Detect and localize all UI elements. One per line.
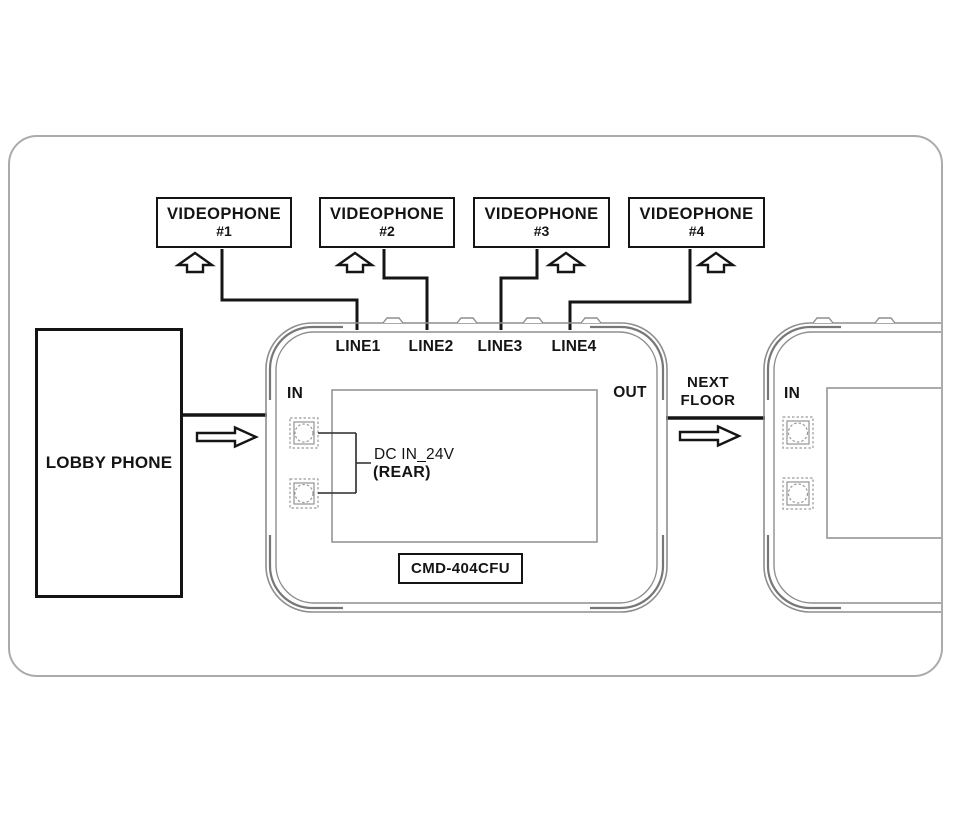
next-unit-in-connector-2: [783, 478, 813, 509]
line4-label: LINE4: [551, 338, 597, 355]
up-arrow-icon-2: [338, 253, 372, 272]
main-unit-in-label: IN: [287, 385, 304, 402]
next-unit-in-label: IN: [784, 385, 801, 402]
line1-label: LINE1: [335, 338, 381, 355]
model-plate: [398, 553, 523, 584]
videophone-3-title: VIDEOPHONE: [484, 205, 599, 224]
line3-label: LINE3: [477, 338, 523, 355]
model-label: CMD-404CFU: [410, 560, 510, 577]
videophone-2-box: [319, 197, 455, 248]
videophone-2-title: VIDEOPHONE: [329, 205, 445, 224]
videophone-4-number: #4: [688, 222, 705, 239]
videophone-4-box: [628, 197, 765, 248]
lobby-phone-label: LOBBY PHONE: [45, 453, 173, 472]
in-connector-1: [290, 418, 318, 448]
videophone-3-box: [473, 197, 610, 248]
videophone-1-number: #1: [216, 222, 232, 239]
up-arrow-icon-3: [549, 253, 583, 272]
next-unit: [764, 318, 960, 612]
next-unit-in-connector-1: [783, 417, 813, 448]
rear-label: (REAR): [373, 464, 431, 481]
videophone-1-box: [156, 197, 292, 248]
up-arrow-icon-4: [699, 253, 733, 272]
line2-label: LINE2: [408, 338, 454, 355]
main-unit-out-label: OUT: [613, 384, 647, 401]
next-floor-line1: NEXT: [686, 374, 729, 391]
videophone-1-title: VIDEOPHONE: [166, 205, 282, 224]
videophone-2-number: #2: [379, 222, 395, 239]
videophone-4-title: VIDEOPHONE: [639, 205, 754, 224]
dc-in-label: DC IN_24V: [374, 446, 455, 463]
up-arrow-icon-1: [178, 253, 212, 272]
videophone-3-number: #3: [533, 222, 550, 239]
wire-videophone-1: [222, 249, 357, 330]
main-unit-panel: [332, 390, 597, 542]
next-floor-line2: FLOOR: [680, 391, 736, 409]
dc-bracket-line: [318, 433, 371, 493]
right-arrow-icon-next-floor: [680, 427, 739, 446]
lobby-phone-box: [35, 328, 183, 598]
next-unit-panel: [827, 388, 960, 538]
next-floor-caption: [670, 374, 746, 409]
right-arrow-icon-lobby: [197, 428, 256, 447]
in-connector-2: [290, 479, 318, 508]
